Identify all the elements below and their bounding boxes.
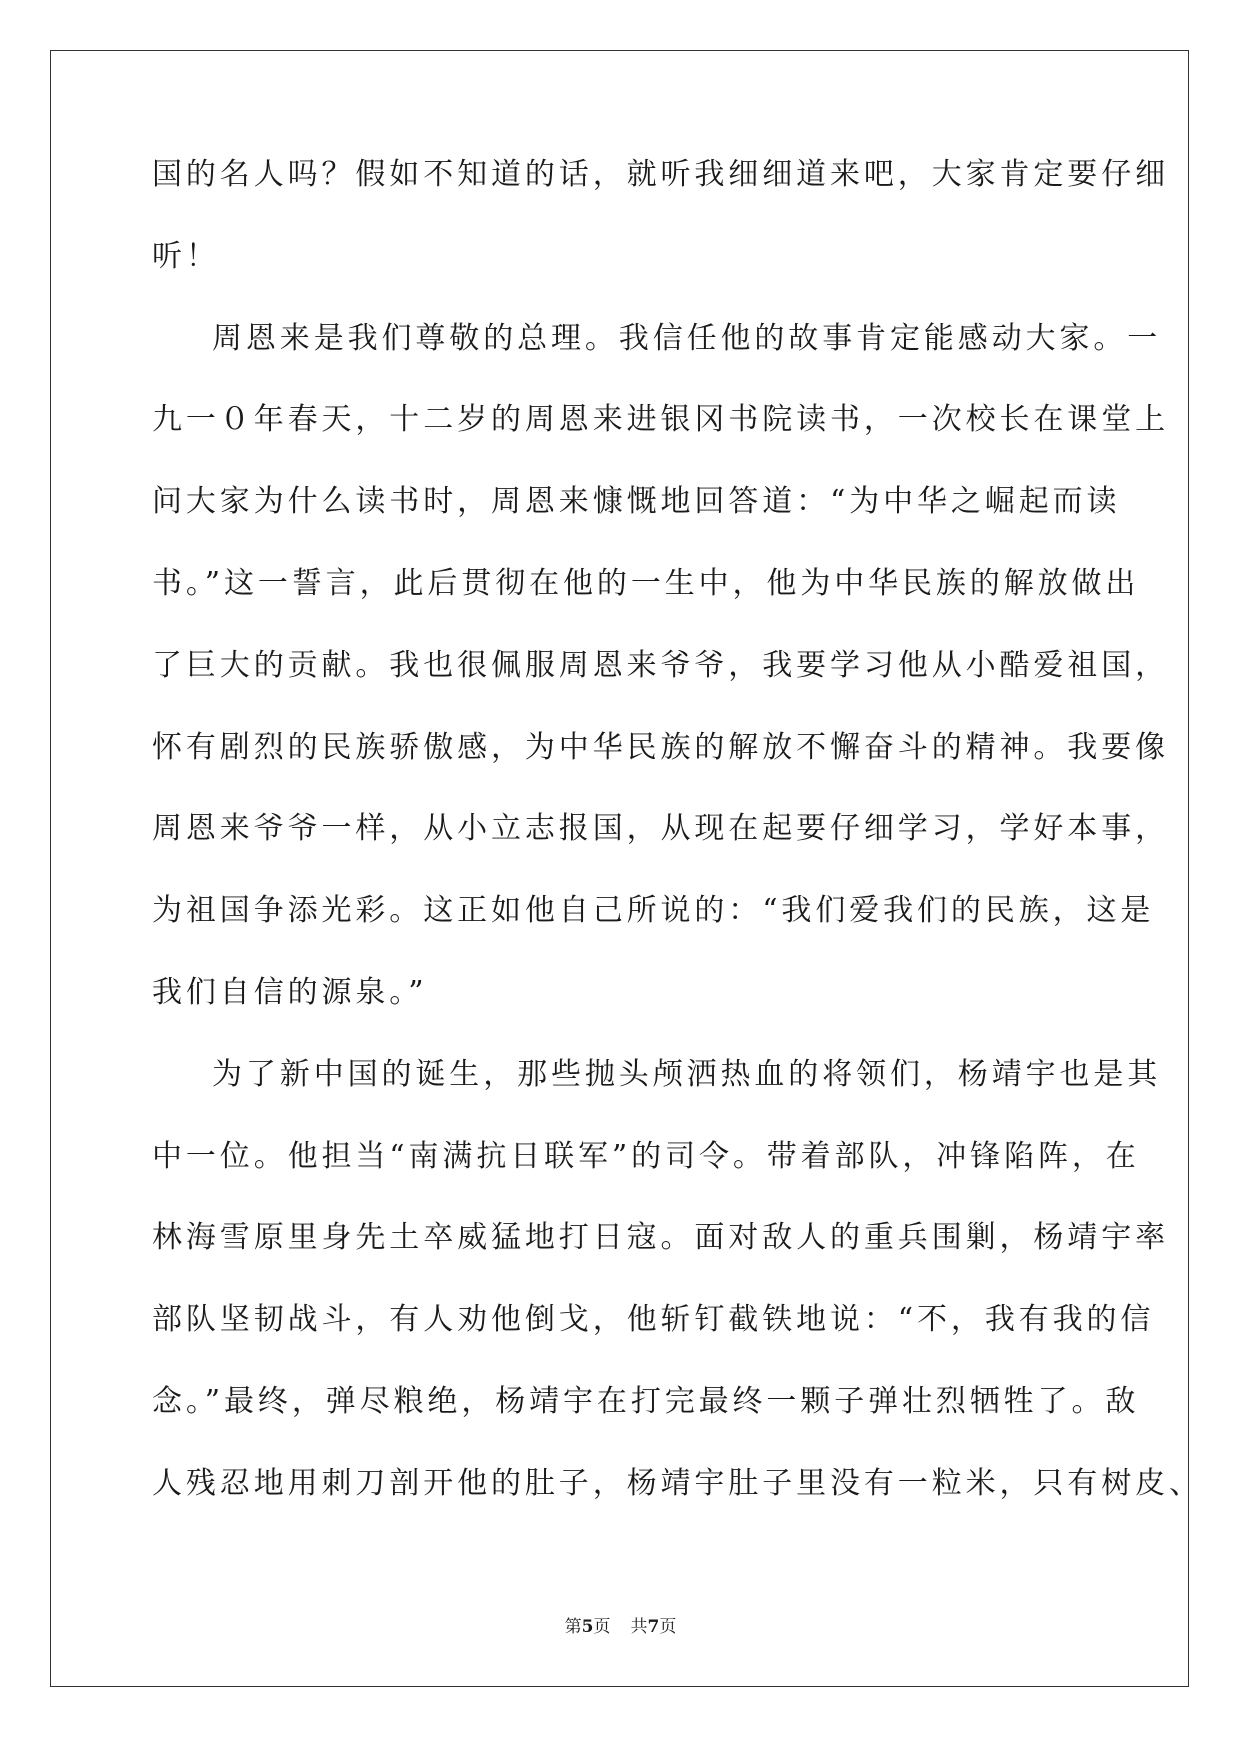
text-line: 听！ — [152, 238, 220, 274]
text-line: 国的名人吗？假如不知道的话，就听我细细道来吧，大家肯定要仔细 — [152, 157, 1169, 192]
paragraph-start-line: 为了新中国的诞生，那些抛头颅洒热血的将领们，杨靖宇也是其 — [212, 1056, 1162, 1092]
total-suffix: 页 — [659, 1617, 677, 1637]
current-page-number: 5 — [581, 1617, 594, 1637]
text-line: 林海雪原里身先土卒威猛地打日寇。面对敌人的重兵围剿，杨靖宇率 — [152, 1220, 1169, 1256]
total-prefix: 共 — [630, 1617, 648, 1637]
text-line: 九一０年春天，十二岁的周恩来进银冈书院读书，一次校长在课堂上 — [152, 402, 1169, 438]
text-line: 问大家为什么读书时，周恩来慷慨地回答道：“为中华之崛起而读 — [152, 484, 1121, 520]
text-line: 周恩来爷爷一样，从小立志报国，从现在起要仔细学习，学好本事， — [152, 811, 1169, 847]
text-line: 中一位。他担当“南满抗日联军”的司令。带着部队，冲锋陷阵，在 — [152, 1138, 1140, 1174]
text-line: 为祖国争添光彩。这正如他自己所说的：“我们爱我们的民族，这是 — [152, 893, 1155, 929]
total-page-count: 7 — [647, 1617, 660, 1637]
document-body — [152, 157, 1203, 1551]
page-suffix: 页 — [593, 1617, 611, 1637]
text-line: 了巨大的贡献。我也很佩服周恩来爷爷，我要学习他从小酷爱祖国， — [152, 647, 1169, 683]
text-line: 念。”最终，弹尽粮绝，杨靖宇在打完最终一颗子弹壮烈牺牲了。敌 — [152, 1383, 1140, 1419]
text-line: 部队坚韧战斗，有人劝他倒戈，他斩钉截铁地说：“不，我有我的信 — [152, 1302, 1155, 1338]
text-line: 人残忍地用刺刀剖开他的肚子，杨靖宇肚子里没有一粒米，只有树皮、 — [152, 1465, 1203, 1501]
paragraph-start-line: 周恩来是我们尊敬的总理。我信任他的故事肯定能感动大家。一 — [212, 320, 1162, 356]
page-prefix: 第 — [564, 1617, 582, 1637]
text-line: 我们自信的源泉。” — [152, 974, 428, 1010]
text-line: 怀有剧烈的民族骄傲感，为中华民族的解放不懈奋斗的精神。我要像 — [152, 729, 1169, 765]
page-footer — [0, 1617, 1241, 1637]
text-line: 书。”这一誓言，此后贯彻在他的一生中，他为中华民族的解放做出 — [152, 565, 1140, 601]
